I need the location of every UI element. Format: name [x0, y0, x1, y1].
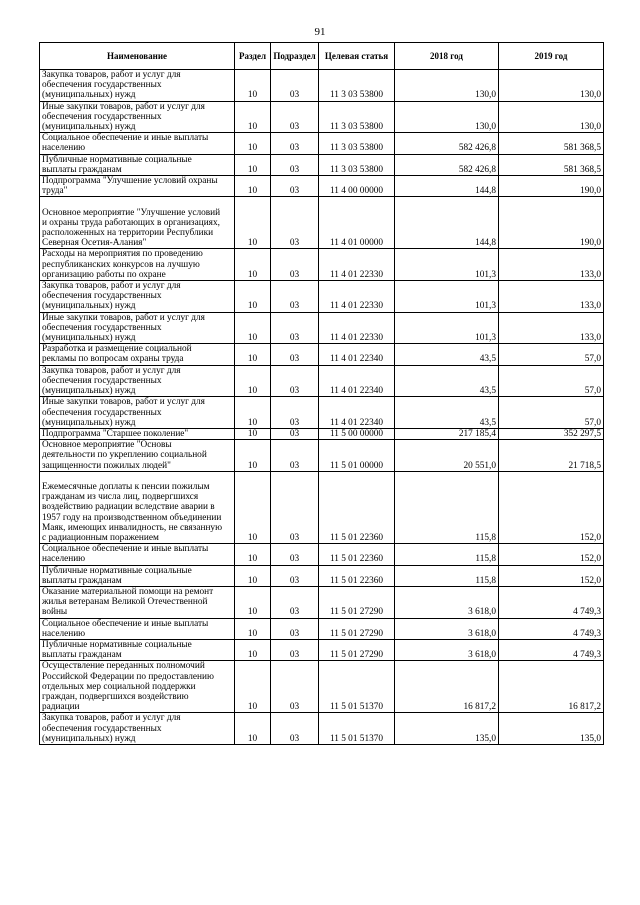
- cell-2018: 115,8: [395, 544, 499, 565]
- cell-target: 11 3 03 53800: [319, 70, 395, 102]
- cell-section: 10: [235, 565, 271, 586]
- table-row: [40, 565, 604, 586]
- cell-2019: 190,0: [499, 176, 604, 197]
- cell-section: 10: [235, 197, 271, 249]
- cell-2019: 4 749,3: [499, 586, 604, 618]
- cell-subsection: 03: [271, 197, 319, 249]
- cell-subsection: 03: [271, 618, 319, 639]
- table-row: [40, 428, 604, 439]
- cell-name: Закупка товаров, работ и услуг для обеспечения государственных (муниципальных) нужд: [40, 281, 235, 313]
- cell-2019: 21 718,5: [499, 440, 604, 472]
- cell-target: 11 4 01 22330: [319, 249, 395, 281]
- cell-2018: 115,8: [395, 565, 499, 586]
- cell-name: Иные закупки товаров, работ и услуг для обеспечения государственных (муниципальных) нужд: [40, 397, 235, 429]
- cell-target: 11 5 01 27290: [319, 618, 395, 639]
- cell-subsection: 03: [271, 101, 319, 133]
- header-subsection: Подраздел: [271, 43, 319, 70]
- cell-section: 10: [235, 618, 271, 639]
- cell-2019: 352 297,5: [499, 428, 604, 439]
- cell-2019: 57,0: [499, 365, 604, 397]
- cell-target: 11 3 03 53800: [319, 133, 395, 154]
- cell-2018: 101,3: [395, 249, 499, 281]
- cell-subsection: 03: [271, 397, 319, 429]
- cell-section: 10: [235, 639, 271, 660]
- cell-name: Осуществление переданных полномочий Российской Федерации по предоставлению отдельных мер социальной поддержки граждан, подвергшихся воздействию радиации: [40, 661, 235, 713]
- table-row: [40, 661, 604, 713]
- cell-target: 11 5 01 51370: [319, 713, 395, 745]
- cell-2019: 133,0: [499, 281, 604, 313]
- cell-subsection: 03: [271, 586, 319, 618]
- cell-section: 10: [235, 440, 271, 472]
- table-row: [40, 70, 604, 102]
- cell-target: 11 3 03 53800: [319, 101, 395, 133]
- cell-subsection: 03: [271, 365, 319, 397]
- table-row: [40, 544, 604, 565]
- cell-2019: 152,0: [499, 471, 604, 543]
- cell-target: 11 5 01 51370: [319, 661, 395, 713]
- cell-subsection: 03: [271, 440, 319, 472]
- cell-section: 10: [235, 471, 271, 543]
- cell-2019: 135,0: [499, 713, 604, 745]
- cell-target: 11 5 00 00000: [319, 428, 395, 439]
- cell-subsection: 03: [271, 344, 319, 365]
- cell-section: 10: [235, 586, 271, 618]
- cell-2018: 115,8: [395, 471, 499, 543]
- cell-2019: 152,0: [499, 544, 604, 565]
- cell-2019: 57,0: [499, 344, 604, 365]
- cell-2018: 20 551,0: [395, 440, 499, 472]
- cell-2018: 130,0: [395, 70, 499, 102]
- cell-name: Основное мероприятие "Основы деятельности по укреплению социальной защищенности пожилых людей": [40, 440, 235, 472]
- cell-name: Социальное обеспечение и иные выплаты населению: [40, 618, 235, 639]
- cell-target: 11 4 01 00000: [319, 197, 395, 249]
- table-row: [40, 586, 604, 618]
- cell-subsection: 03: [271, 312, 319, 344]
- cell-name: Публичные нормативные социальные выплаты гражданам: [40, 154, 235, 175]
- cell-section: 10: [235, 101, 271, 133]
- table-row: [40, 440, 604, 472]
- cell-2018: 43,5: [395, 397, 499, 429]
- cell-2018: 130,0: [395, 101, 499, 133]
- table-row: [40, 713, 604, 745]
- table-row: [40, 365, 604, 397]
- cell-section: 10: [235, 133, 271, 154]
- cell-name: Ежемесячные доплаты к пенсии пожилым гражданам из числа лиц, подвергшихся воздействию радиации вследствие аварии в 1957 году на производственном объединении Маяк, имеющих инвалидность, не связанную с радиационным поражением: [40, 471, 235, 543]
- cell-name: Расходы на мероприятия по проведению республиканских конкурсов на лучшую организацию работы по охране: [40, 249, 235, 281]
- cell-2018: 101,3: [395, 281, 499, 313]
- cell-subsection: 03: [271, 176, 319, 197]
- cell-target: 11 4 01 22340: [319, 344, 395, 365]
- cell-name: Социальное обеспечение и иные выплаты населению: [40, 133, 235, 154]
- cell-subsection: 03: [271, 428, 319, 439]
- cell-2019: 130,0: [499, 101, 604, 133]
- cell-name: Закупка товаров, работ и услуг для обеспечения государственных (муниципальных) нужд: [40, 70, 235, 102]
- cell-2018: 217 185,4: [395, 428, 499, 439]
- cell-subsection: 03: [271, 281, 319, 313]
- table-row: [40, 281, 604, 313]
- cell-target: 11 5 01 22360: [319, 565, 395, 586]
- cell-name: Оказание материальной помощи на ремонт жилья ветеранам Великой Отечественной войны: [40, 586, 235, 618]
- table-row: [40, 471, 604, 543]
- cell-section: 10: [235, 70, 271, 102]
- cell-section: 10: [235, 428, 271, 439]
- table-body: [40, 70, 604, 745]
- table-row: [40, 154, 604, 175]
- cell-subsection: 03: [271, 544, 319, 565]
- cell-section: 10: [235, 344, 271, 365]
- cell-subsection: 03: [271, 249, 319, 281]
- cell-subsection: 03: [271, 471, 319, 543]
- cell-subsection: 03: [271, 565, 319, 586]
- cell-2019: 152,0: [499, 565, 604, 586]
- cell-subsection: 03: [271, 639, 319, 660]
- cell-subsection: 03: [271, 133, 319, 154]
- header-2019: 2019 год: [499, 43, 604, 70]
- header-name: Наименование: [40, 43, 235, 70]
- cell-subsection: 03: [271, 70, 319, 102]
- cell-target: 11 4 01 22330: [319, 312, 395, 344]
- table-header-row: [40, 43, 604, 70]
- cell-section: 10: [235, 544, 271, 565]
- cell-target: 11 4 01 22330: [319, 281, 395, 313]
- cell-section: 10: [235, 365, 271, 397]
- cell-2019: 133,0: [499, 312, 604, 344]
- cell-subsection: 03: [271, 661, 319, 713]
- cell-2019: 190,0: [499, 197, 604, 249]
- cell-target: 11 4 01 22340: [319, 365, 395, 397]
- cell-target: 11 3 03 53800: [319, 154, 395, 175]
- cell-target: 11 5 01 00000: [319, 440, 395, 472]
- cell-subsection: 03: [271, 713, 319, 745]
- page-number: 91: [314, 26, 326, 38]
- cell-section: 10: [235, 661, 271, 713]
- cell-section: 10: [235, 281, 271, 313]
- cell-2018: 144,8: [395, 197, 499, 249]
- cell-name: Подпрограмма "Старшее поколение": [40, 428, 235, 439]
- cell-2018: 16 817,2: [395, 661, 499, 713]
- table-row: [40, 197, 604, 249]
- cell-2018: 582 426,8: [395, 154, 499, 175]
- table-row: [40, 639, 604, 660]
- cell-name: Закупка товаров, работ и услуг для обеспечения государственных (муниципальных) нужд: [40, 713, 235, 745]
- cell-section: 10: [235, 713, 271, 745]
- cell-2018: 3 618,0: [395, 586, 499, 618]
- cell-subsection: 03: [271, 154, 319, 175]
- header-target: Целевая статья: [319, 43, 395, 70]
- cell-2019: 581 368,5: [499, 133, 604, 154]
- cell-section: 10: [235, 397, 271, 429]
- cell-target: 11 5 01 27290: [319, 639, 395, 660]
- cell-2019: 4 749,3: [499, 639, 604, 660]
- cell-2018: 101,3: [395, 312, 499, 344]
- cell-name: Публичные нормативные социальные выплаты гражданам: [40, 639, 235, 660]
- cell-target: 11 5 01 22360: [319, 471, 395, 543]
- table-row: [40, 618, 604, 639]
- header-section: Раздел: [235, 43, 271, 70]
- cell-2018: 43,5: [395, 365, 499, 397]
- cell-section: 10: [235, 154, 271, 175]
- cell-target: 11 4 01 22340: [319, 397, 395, 429]
- cell-target: 11 5 01 22360: [319, 544, 395, 565]
- cell-section: 10: [235, 176, 271, 197]
- cell-2018: 3 618,0: [395, 618, 499, 639]
- cell-target: 11 4 00 00000: [319, 176, 395, 197]
- cell-2019: 16 817,2: [499, 661, 604, 713]
- cell-target: 11 5 01 27290: [319, 586, 395, 618]
- cell-2019: 130,0: [499, 70, 604, 102]
- cell-2019: 4 749,3: [499, 618, 604, 639]
- table-row: [40, 101, 604, 133]
- cell-section: 10: [235, 312, 271, 344]
- cell-name: Основное мероприятие "Улучшение условий и охраны труда работающих в организациях, расположенных на территории Республики Северная Осетия-Алания": [40, 197, 235, 249]
- cell-name: Иные закупки товаров, работ и услуг для обеспечения государственных (муниципальных) нужд: [40, 101, 235, 133]
- table-row: [40, 133, 604, 154]
- table-row: [40, 312, 604, 344]
- cell-name: Разработка и размещение социальной рекламы по вопросам охраны труда: [40, 344, 235, 365]
- budget-table: [39, 42, 604, 745]
- cell-2018: 43,5: [395, 344, 499, 365]
- cell-2019: 57,0: [499, 397, 604, 429]
- cell-name: Иные закупки товаров, работ и услуг для обеспечения государственных (муниципальных) нужд: [40, 312, 235, 344]
- table-row: [40, 176, 604, 197]
- cell-name: Подпрограмма "Улучшение условий охраны труда": [40, 176, 235, 197]
- cell-2018: 3 618,0: [395, 639, 499, 660]
- cell-2018: 135,0: [395, 713, 499, 745]
- cell-2018: 144,8: [395, 176, 499, 197]
- cell-2019: 581 368,5: [499, 154, 604, 175]
- cell-name: Публичные нормативные социальные выплаты гражданам: [40, 565, 235, 586]
- cell-name: Социальное обеспечение и иные выплаты населению: [40, 544, 235, 565]
- header-2018: 2018 год: [395, 43, 499, 70]
- cell-name: Закупка товаров, работ и услуг для обеспечения государственных (муниципальных) нужд: [40, 365, 235, 397]
- cell-2019: 133,0: [499, 249, 604, 281]
- table-row: [40, 344, 604, 365]
- table-row: [40, 397, 604, 429]
- cell-2018: 582 426,8: [395, 133, 499, 154]
- cell-section: 10: [235, 249, 271, 281]
- table-row: [40, 249, 604, 281]
